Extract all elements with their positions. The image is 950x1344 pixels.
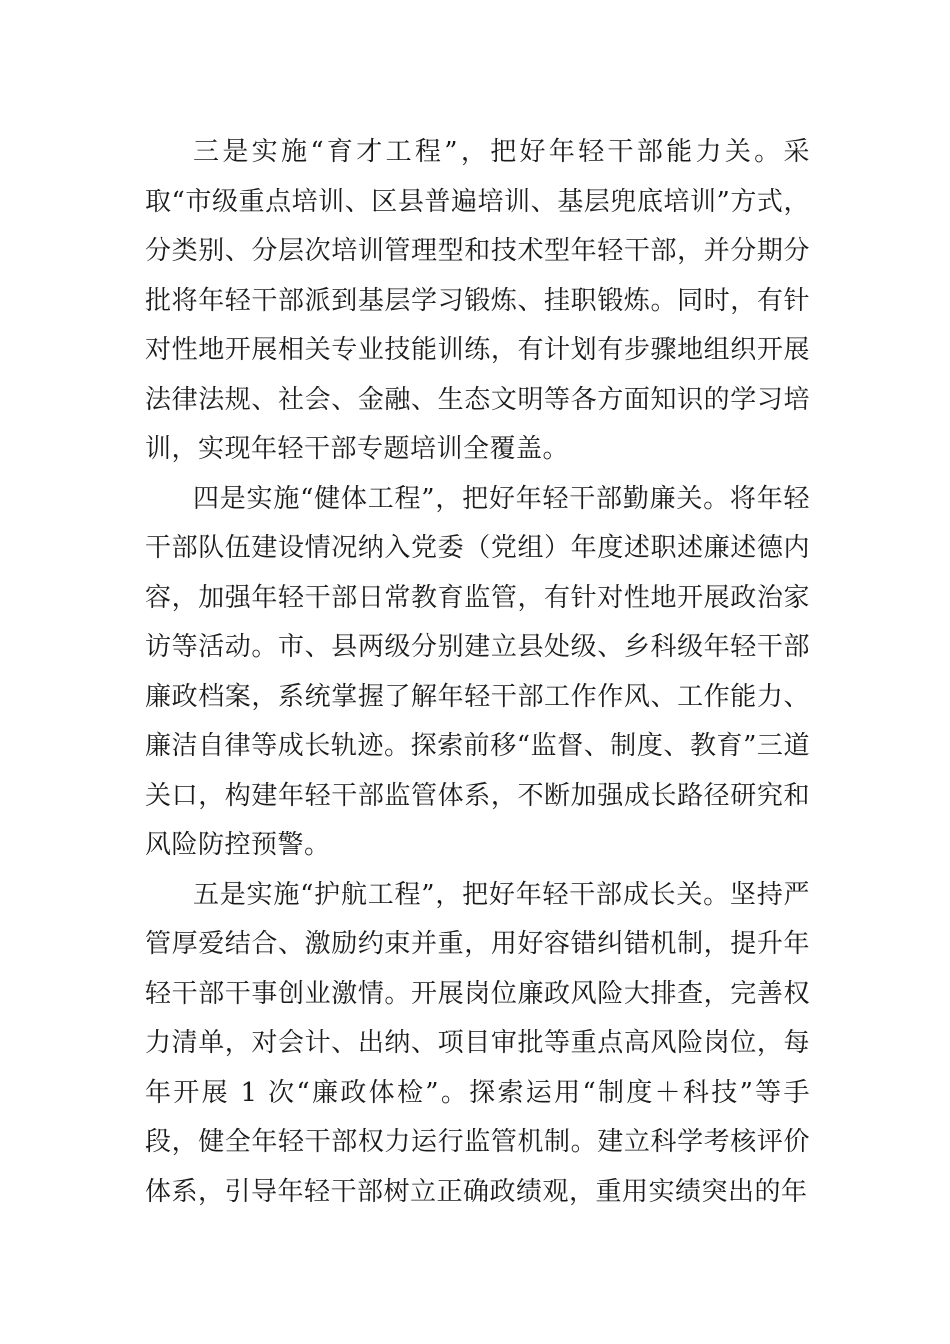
paragraph-escort-project: 五是实施“护航工程”，把好年轻干部成长关。坚持严管厚爱结合、激励约束并重，用好容错纠错机制，提升年轻干部干事创业激情。开展岗位廉政风险大排查，完善权力清单，对会计、出纳、项目审批等重点高风险岗位，每年开展 1 次“廉政体检”。探索运用“制度＋科技”等手段，健全年轻干部权力运行监管机制。建立科学考核评价体系，引导年轻干部树立正确政绩观，重用实绩突出的年: [145, 879, 810, 1207]
paragraph-integrity-project: 四是实施“健体工程”，把好年轻干部勤廉关。将年轻干部队伍建设情况纳入党委（党组）年度述职述廉述德内容，加强年轻干部日常教育监管，有针对性地开展政治家访等活动。市、县两级分别建立县处级、乡科级年轻干部廉政档案，系统掌握了解年轻干部工作作风、工作能力、廉洁自律等成长轨迹。探索前移“监督、制度、教育”三道关口，构建年轻干部监管体系，不断加强成长路径研究和风险防控预警。: [145, 483, 810, 860]
body-text: [145, 128, 810, 1217]
paragraph-talent-project: 三是实施“育才工程”，把好年轻干部能力关。采取“市级重点培训、区县普遍培训、基层兜底培训”方式，分类别、分层次培训管理型和技术型年轻干部，并分期分批将年轻干部派到基层学习锻炼、挂职锻炼。同时，有针对性地开展相关专业技能训练，有计划有步骤地组织开展法律法规、社会、金融、生态文明等各方面知识的学习培训，实现年轻干部专题培训全覆盖。: [145, 137, 810, 464]
